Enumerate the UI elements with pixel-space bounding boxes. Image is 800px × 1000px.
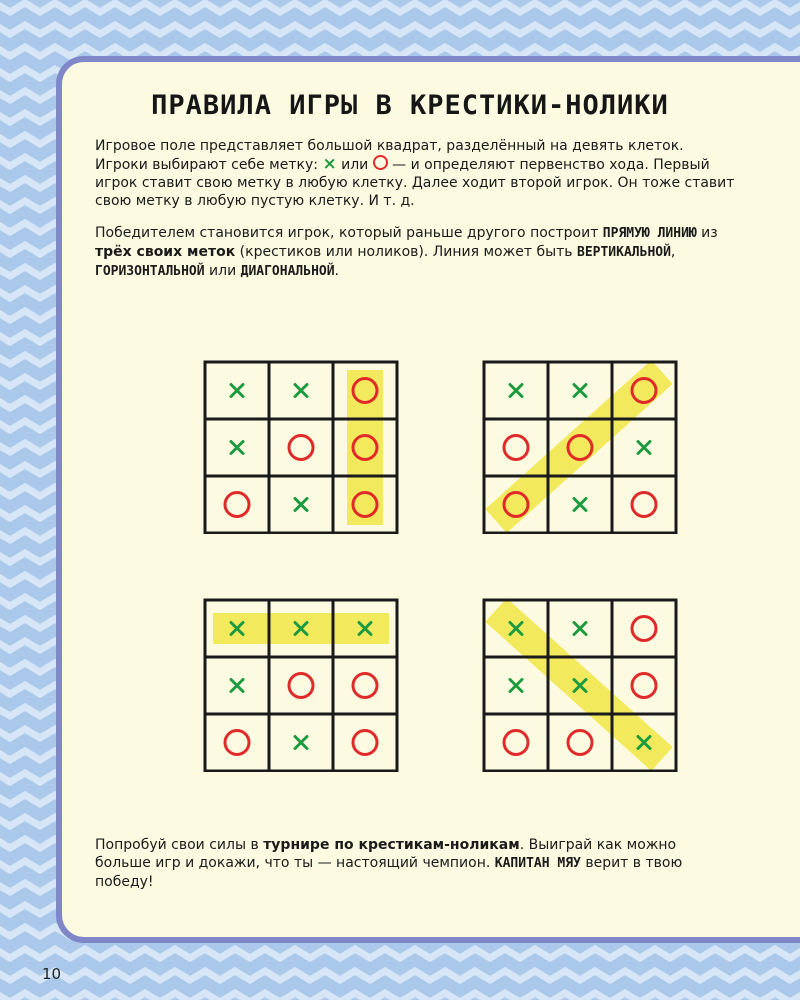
o-mark-icon <box>504 436 528 460</box>
o-mark-icon <box>289 674 313 698</box>
o-mark-icon <box>373 155 388 170</box>
board-main-diagonal-win <box>482 598 680 772</box>
intro-text-1: Игровое поле представляет большой квадрат, разделённый на девять клеток. Игроки выбирают себе метку: <box>95 138 684 173</box>
keyword-horizontal: ГОРИЗОНТАЛЬНОЙ <box>95 264 205 279</box>
keyword-three-marks: трёх своих меток <box>95 244 236 260</box>
intro-paragraph <box>95 137 735 210</box>
o-mark-icon <box>632 617 656 641</box>
page-title: ПРАВИЛА ИГРЫ В КРЕСТИКИ-НОЛИКИ <box>151 90 669 121</box>
keyword-straight-line: ПРЯМУЮ ЛИНИЮ <box>602 226 697 241</box>
o-mark-icon <box>225 493 249 517</box>
o-mark-icon <box>504 731 528 755</box>
x-mark-icon <box>510 385 522 397</box>
closing-paragraph <box>95 836 735 891</box>
x-mark-icon <box>510 680 522 692</box>
keyword-diagonal: ДИАГОНАЛЬНОЙ <box>240 264 335 279</box>
o-mark-icon <box>568 731 592 755</box>
o-mark-icon <box>632 493 656 517</box>
x-mark-icon <box>574 385 586 397</box>
o-mark-icon <box>353 731 377 755</box>
x-mark-icon <box>574 499 586 511</box>
closing-text-1: Попробуй свои силы в <box>95 837 264 853</box>
x-mark-icon <box>231 385 243 397</box>
keyword-tournament: турнире по крестикам-ноликам <box>263 837 520 853</box>
rules-text-2: из <box>696 225 718 241</box>
x-mark-icon <box>231 680 243 692</box>
x-mark-icon: × <box>322 154 337 174</box>
o-mark-icon <box>289 436 313 460</box>
rules-text-3: (крестиков или ноликов). Линия может быть <box>235 244 577 260</box>
x-mark-icon <box>638 442 650 454</box>
board-horizontal-win <box>203 598 401 772</box>
rules-text-4: , <box>670 244 676 260</box>
intro-text-2: или <box>336 157 373 173</box>
x-mark-icon <box>295 737 307 749</box>
rules-text-6: . <box>334 263 339 279</box>
rules-text-1: Победителем становится игрок, который раньше другого построит <box>95 225 603 241</box>
page-number: 10 <box>42 965 62 983</box>
x-mark-icon <box>231 442 243 454</box>
closing-text-2: . Выиграй как можно больше игр и докажи, что ты — настоящий чемпион. <box>95 837 677 871</box>
board-vertical-win <box>203 360 401 534</box>
rules-paragraph <box>95 224 735 281</box>
o-mark-icon <box>225 731 249 755</box>
keyword-captain-meow: КАПИТАН МЯУ <box>494 856 581 871</box>
keyword-vertical: ВЕРТИКАЛЬНОЙ <box>577 245 671 260</box>
closing-text-3: верит в твою победу! <box>95 855 683 890</box>
x-mark-icon <box>574 623 586 635</box>
x-mark-icon <box>295 385 307 397</box>
intro-text-3: — и определяют первенство хода. Первый игрок ставит свою метку в любую клетку. Далее ходит второй игрок. Он тоже ставит свою метку в любую пустую клетку. И т. д. <box>95 157 735 209</box>
board-diagonal-win <box>482 360 680 534</box>
o-mark-icon <box>632 674 656 698</box>
rules-text-5: или <box>204 263 241 279</box>
o-mark-icon <box>353 674 377 698</box>
x-mark-icon <box>295 499 307 511</box>
